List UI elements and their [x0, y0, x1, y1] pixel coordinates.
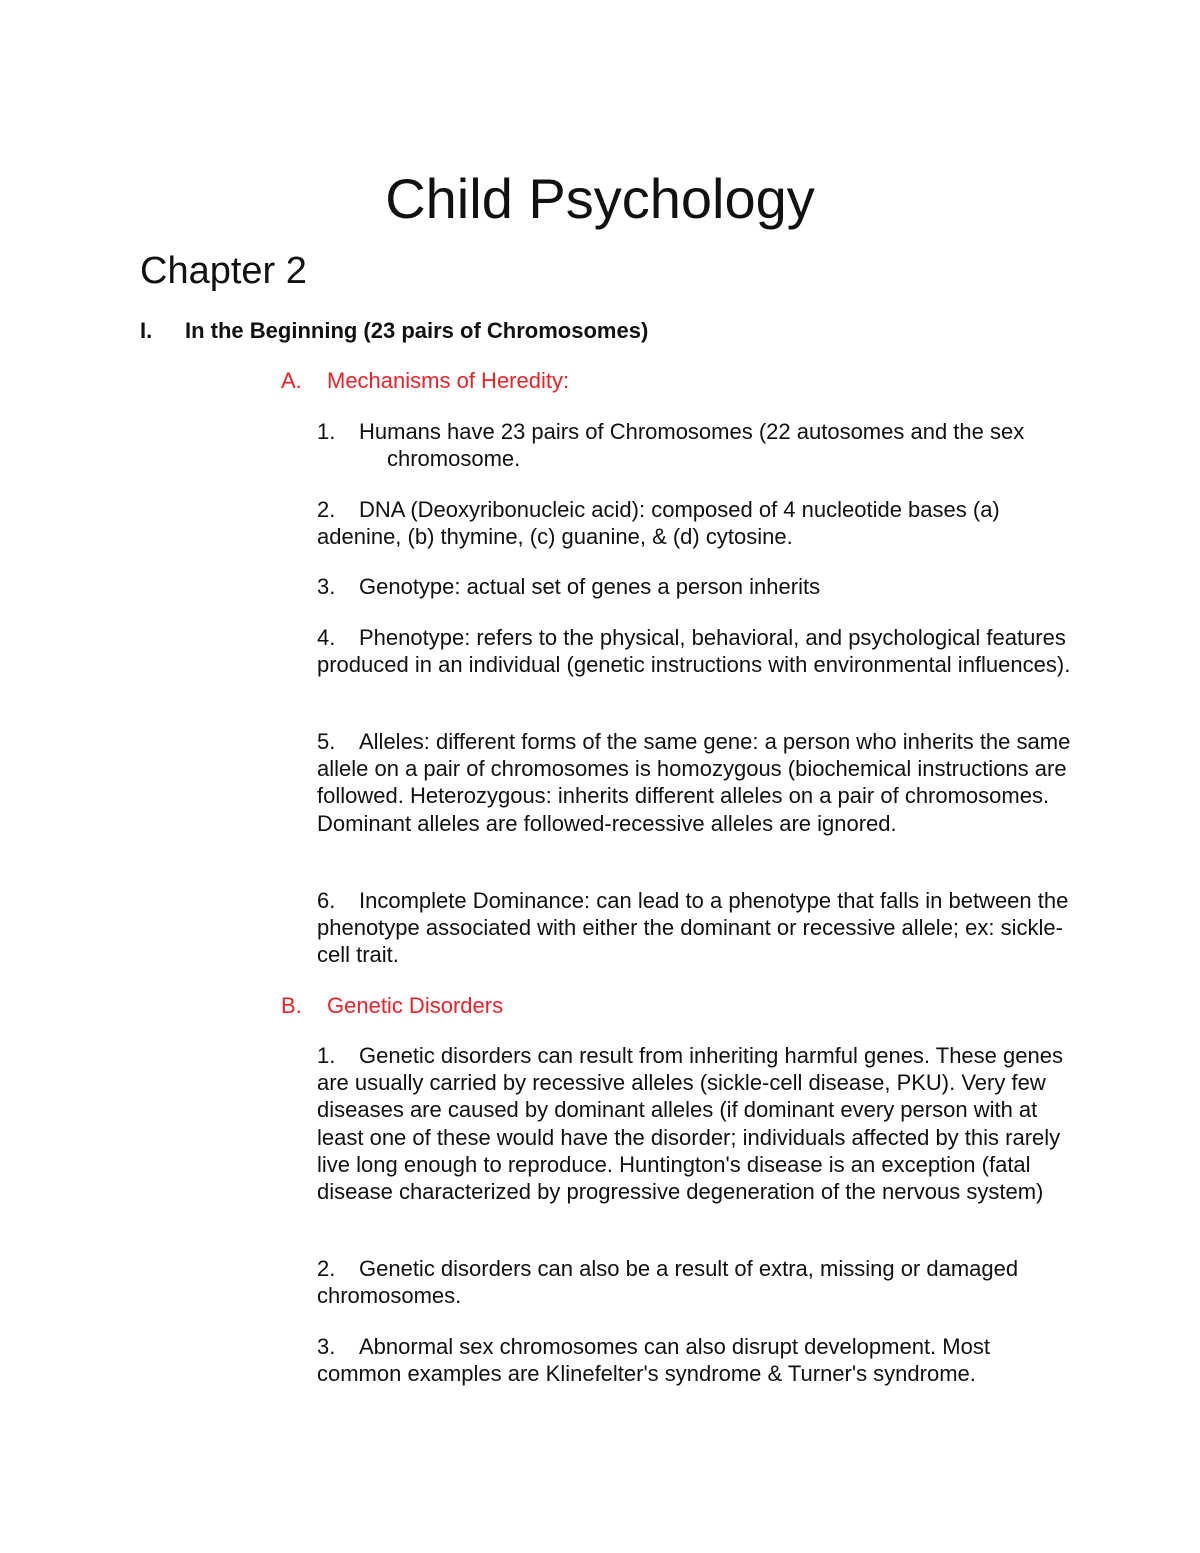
- item-number: 2.: [317, 497, 336, 522]
- item-text: Incomplete Dominance: can lead to a phenotype that falls in between the phenotype associated with either the dominant or recessive allele; ex: sickle-cell trait.: [317, 888, 1069, 968]
- list-item: [317, 1255, 1077, 1309]
- list-item: [317, 1042, 1077, 1205]
- item-number: 5.: [317, 729, 336, 754]
- item-text: Phenotype: refers to the physical, behavioral, and psychological features produced in an individual (genetic instructions with environmental influences).: [317, 625, 1071, 678]
- list-item: [317, 1333, 1077, 1387]
- item-text: Alleles: different forms of the same gene: a person who inherits the same allele on a pair of chromosomes is homozygous (biochemical instructions are followed. Heterozygous: inherits different alleles on a pair of chromosomes. Dominant alleles are followed-recessive alleles are ignored.: [317, 729, 1071, 836]
- item-text: Genetic disorders can result from inheriting harmful genes. These genes are usually carried by recessive alleles (sickle-cell disease, PKU). Very few diseases are caused by dominant alleles (if dominant every person with at least one of these would have the disorder; individuals affected by this rarely live long enough to reproduce. Huntington's disease is an exception (fatal disease characterized by progressive degeneration of the nervous system): [317, 1043, 1063, 1205]
- item-number: 3.: [317, 1334, 336, 1359]
- item-number: 6.: [317, 888, 336, 913]
- item-number: 4.: [317, 625, 336, 650]
- subsection-letter: B.: [281, 993, 302, 1018]
- item-text: Genetic disorders can also be a result of extra, missing or damaged chromosomes.: [317, 1256, 1019, 1309]
- chapter-heading: Chapter 2: [140, 250, 307, 292]
- subsection-heading-b: [281, 991, 503, 1021]
- subsection-letter: A.: [281, 368, 302, 393]
- section-title: In the Beginning (23 pairs of Chromosomes): [185, 318, 649, 343]
- item-text: Abnormal sex chromosomes can also disrupt development. Most common examples are Klinefelter's syndrome & Turner's syndrome.: [317, 1334, 990, 1387]
- subsection-title: Genetic Disorders: [327, 993, 504, 1018]
- document-title: Child Psychology: [385, 167, 815, 230]
- list-item: [317, 573, 1077, 600]
- item-number: 1.: [317, 1043, 336, 1068]
- list-item: [317, 418, 1077, 472]
- item-number: 3.: [317, 574, 336, 599]
- list-item: [317, 496, 1077, 550]
- list-item: [317, 887, 1077, 969]
- subsection-title: Mechanisms of Heredity:: [327, 368, 570, 393]
- list-item: [317, 728, 1077, 837]
- section-number: I.: [140, 318, 153, 343]
- item-text: Genotype: actual set of genes a person inherits: [359, 574, 821, 599]
- item-number: 2.: [317, 1256, 336, 1281]
- list-item: [317, 624, 1077, 678]
- section-heading: [140, 316, 648, 346]
- subsection-heading-a: [281, 366, 569, 396]
- item-text: Humans have 23 pairs of Chromosomes (22 autosomes and the sex: [359, 419, 1025, 444]
- item-text: DNA (Deoxyribonucleic acid): composed of 4 nucleotide bases (a) adenine, (b) thymine, (c) guanine, & (d) cytosine.: [317, 497, 1000, 550]
- item-text-continued: chromosome.: [387, 446, 521, 472]
- item-number: 1.: [317, 419, 336, 444]
